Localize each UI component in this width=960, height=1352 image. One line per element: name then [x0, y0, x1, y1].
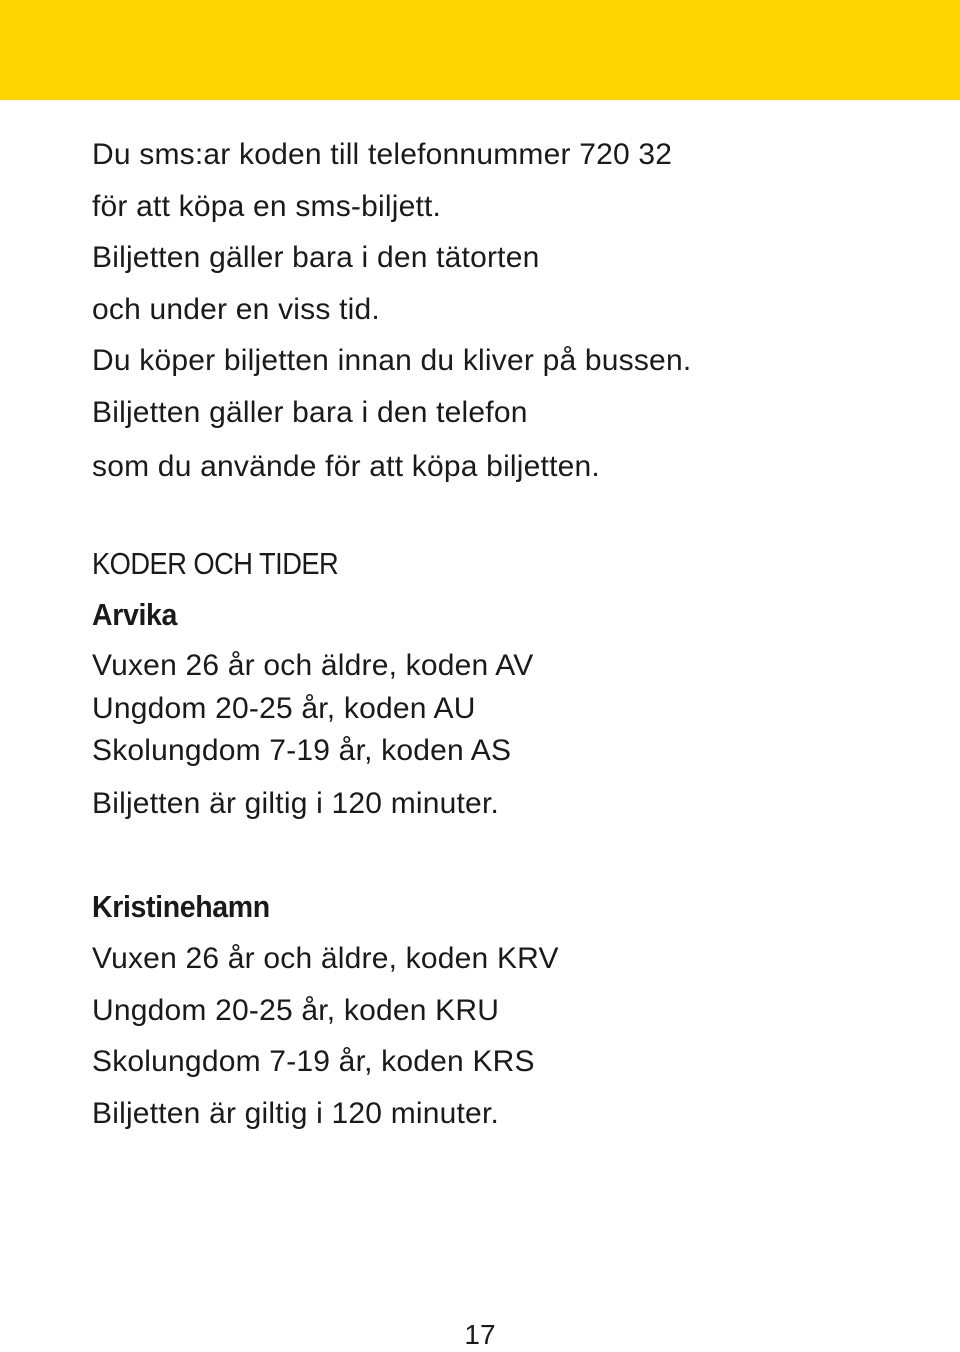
intro-line: för att köpa en sms-biljett.	[92, 190, 442, 223]
kristinehamn-line: Biljetten är giltig i 120 minuter.	[92, 1097, 500, 1130]
top-accent-band	[0, 0, 960, 100]
arvika-line: Biljetten är giltig i 120 minuter.	[92, 787, 500, 820]
intro-line: Biljetten gäller bara i den tätorten	[92, 241, 540, 274]
section-title: KODER OCH TIDER	[92, 546, 339, 581]
arvika-line: Skolungdom 7-19 år, koden AS	[92, 734, 512, 767]
intro-line: Biljetten gäller bara i den telefon	[92, 396, 528, 429]
arvika-line: Ungdom 20-25 år, koden AU	[92, 692, 476, 725]
kristinehamn-line: Skolungdom 7-19 år, koden KRS	[92, 1045, 535, 1078]
kristinehamn-title: Kristinehamn	[92, 889, 270, 924]
kristinehamn-line: Ungdom 20-25 år, koden KRU	[92, 994, 500, 1027]
kristinehamn-line: Vuxen 26 år och äldre, koden KRV	[92, 942, 559, 975]
intro-line: och under en viss tid.	[92, 293, 380, 326]
intro-line: Du köper biljetten innan du kliver på bussen.	[92, 344, 692, 377]
page-number: 17	[464, 1319, 496, 1350]
arvika-line: Vuxen 26 år och äldre, koden AV	[92, 649, 534, 682]
intro-line: som du använde för att köpa biljetten.	[92, 450, 600, 483]
arvika-title: Arvika	[92, 597, 177, 632]
intro-line: Du sms:ar koden till telefonnummer 720 32	[92, 138, 673, 171]
